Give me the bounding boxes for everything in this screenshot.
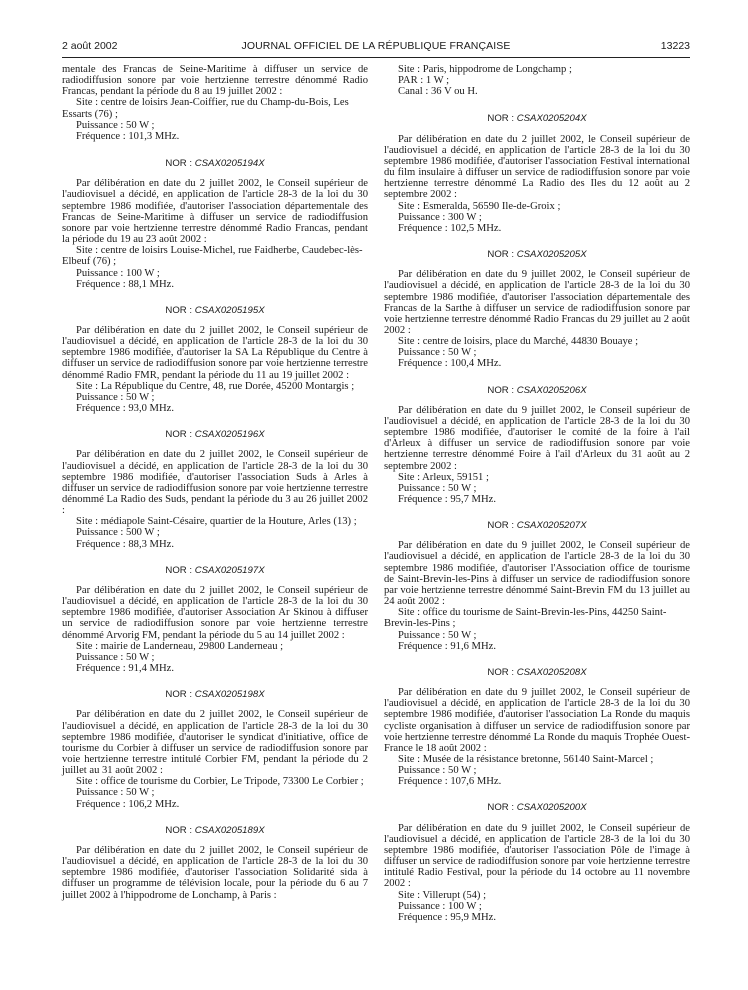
notice-text: Par délibération en date du 2 juillet 2002, le Conseil supérieur de l'audiovisuel a décidé, en application de l'article 28-3 de la loi du 30 septembre 1986 modifiée, d'autoriser Association Ar Skinou à diffuser un service de radiodiffusion sonore par voie hertzienne terrestre dénommé Arvorig FM, pendant la période du 5 au 14 juillet 2002 : — [62, 584, 368, 641]
notice-power: Puissance : 300 W ; — [398, 211, 482, 223]
notice-site: Site : Paris, hippodrome de Longchamp ; — [398, 64, 572, 75]
nor-reference: NOR : CSAX0205204X — [487, 113, 587, 125]
notice-power: Puissance : 50 W ; — [76, 651, 155, 663]
notice-block — [384, 113, 690, 234]
nor-reference: NOR : CSAX0205200X — [487, 802, 587, 814]
notice-par: PAR : 1 W ; — [398, 75, 450, 87]
notice-frequency: Fréquence : 101,3 MHz. — [76, 130, 180, 142]
nor-reference: NOR : CSAX0205205X — [487, 249, 587, 261]
notice-frequency: Fréquence : 100,4 MHz. — [398, 358, 502, 370]
notice-frequency: Fréquence : 102,5 MHz. — [398, 222, 502, 234]
notice-block — [384, 385, 690, 506]
notice-text: Par délibération en date du 9 juillet 2002, le Conseil supérieur de l'audiovisuel a décidé, en application de l'article 28-3 de la loi du 30 septembre 1986 modifiée, d'autoriser l'Association office de tourisme de Saint-Brevin-les-Pins à diffuser un service de radiodiffusion sonore par voie hertzienne terrestre dénommé Saint-Brevin FM du 13 juillet au 24 août 2002 : — [384, 540, 690, 608]
notice-block — [384, 667, 690, 788]
notice-block — [62, 305, 368, 414]
notice-site: Site : mairie de Landerneau, 29800 Landerneau ; — [76, 640, 284, 652]
header-date: 2 août 2002 — [62, 40, 118, 52]
notice-power: Puissance : 50 W ; — [76, 119, 155, 131]
nor-reference: NOR : CSAX0205197X — [165, 564, 265, 576]
notice-frequency: Fréquence : 95,9 MHz. — [398, 911, 496, 923]
notice-block — [62, 158, 368, 290]
notice-frequency: Fréquence : 106,2 MHz. — [76, 798, 180, 810]
notice-site: Site : centre de loisirs, place du Marché, 44830 Bouaye ; — [398, 336, 639, 348]
notice-power: Puissance : 50 W ; — [398, 482, 477, 494]
notice-power: Puissance : 100 W ; — [398, 900, 482, 912]
notice-power: Puissance : 50 W ; — [398, 765, 477, 777]
journal-title: JOURNAL OFFICIEL DE LA RÉPUBLIQUE FRANÇAISE — [241, 40, 511, 52]
notice-frequency: Fréquence : 88,1 MHz. — [76, 278, 174, 290]
notice-frequency: Fréquence : 91,4 MHz. — [76, 663, 174, 675]
notice-text: Par délibération en date du 9 juillet 2002, le Conseil supérieur de l'audiovisuel a décidé, en application de l'article 28-3 de la loi du 30 septembre 1986 modifiée, d'autoriser l'association départementale des Francas de la Sarthe à diffuser un service de radiodiffusion sonore par voie hertzienne terrestre dénommé Radio Francas du 29 juillet au 2 août 2002 : — [384, 269, 690, 336]
notice-text: Par délibération en date du 2 juillet 2002, le Conseil supérieur de l'audiovisuel a décidé, en application de l'article 28-3 de la loi du 30 septembre 1986 modifiée, d'autoriser l'association départementale des Francas de Seine-Maritime à diffuser un service de radiodiffusion sonore par voie hertzienne terrestre dénommé Radio Francas, pendant la période du 19 au 23 août 2002 : — [62, 178, 368, 246]
left-column — [62, 64, 368, 901]
notice-site: Site : médiapole Saint-Césaire, quartier de la Houture, Arles (13) ; — [76, 516, 357, 528]
notice-site: Site : La République du Centre, 48, rue Dorée, 45200 Montargis ; — [76, 380, 355, 392]
notice-power: Puissance : 50 W ; — [76, 787, 155, 799]
page-header — [62, 40, 690, 54]
notice-text: Par délibération en date du 9 juillet 2002, le Conseil supérieur de l'audiovisuel a décidé, en application de l'article 28-3 de la loi du 30 septembre 1986 modifiée, d'autoriser l'association La Ronde du maquis cycliste organisation à diffuser un service de radiodiffusion sonore par voie hertzienne terrestre dénommé La Ronde du maquis Trophée Ouest-France le 18 août 2002 : — [384, 687, 690, 754]
notice-frequency: Fréquence : 93,0 MHz. — [76, 403, 174, 415]
notice-block — [62, 429, 368, 550]
notice-block — [62, 565, 368, 674]
notice-block — [62, 689, 368, 810]
notice-block — [384, 802, 690, 923]
nor-reference: NOR : CSAX0205194X — [165, 158, 265, 170]
nor-reference: NOR : CSAX0205206X — [487, 384, 587, 396]
notice-power: Puissance : 50 W ; — [76, 391, 155, 403]
notice-text: Par délibération en date du 2 juillet 2002, le Conseil supérieur de l'audiovisuel a décidé, en application de l'article 28-3 de la loi du 30 septembre 1986 modifiée, d'autoriser la SA La République du Centre à diffuser un service de radiodiffusion sonore par voie hertzienne terrestre dénommé Radio FMR, pendant la période du 11 au 19 juillet 2002 : — [62, 324, 368, 381]
notice-block — [62, 64, 368, 142]
header-rule — [62, 57, 690, 58]
notice-frequency: Fréquence : 95,7 MHz. — [398, 494, 496, 505]
notice-text: Par délibération en date du 2 juillet 2002, le Conseil supérieur de l'audiovisuel a décidé, en application de l'article 28-3 de la loi du 30 septembre 1986 modifiée, d'autoriser le syndicat d'initiative, office de tourisme du Corbier à diffuser un service de radiodiffusion sonore par voie hertzienne terrestre intitulé Corbier FM, pendant la période du 2 juillet au 31 août 2002 : — [62, 709, 368, 777]
notice-power: Puissance : 500 W ; — [76, 527, 160, 539]
nor-reference: NOR : CSAX0205189X — [165, 824, 265, 836]
notice-block — [384, 520, 690, 652]
notice-frequency: Fréquence : 88,3 MHz. — [76, 538, 174, 550]
notice-site: Site : Musée de la résistance bretonne, 56140 Saint-Marcel ; — [398, 753, 654, 765]
notice-text: Par délibération en date du 2 juillet 2002, le Conseil supérieur de l'audiovisuel a décidé, en application de l'article 28-3 de la loi du 30 septembre 1986 modifiée, d'autoriser l'association Solidarité sida à diffuser un programme de télévision locale, pour la période du 6 au 7 juillet 2002 à l'hippodrome de Lonchamp, à Paris : — [62, 844, 368, 901]
notice-text: Par délibération en date du 2 juillet 2002, le Conseil supérieur de l'audiovisuel a décidé, en application de l'article 28-3 de la loi du 30 septembre 1986 modifiée, d'autoriser l'association Festival international du film insulaire à diffuser un service de radiodiffusion sonore par voie hertzienne terrestre dénommé La Radio des Iles du 12 août au 2 septembre 2002 : — [384, 133, 690, 201]
notice-site: Site : Esmeralda, 56590 Ile-de-Groix ; — [398, 200, 561, 212]
notice-block — [384, 64, 690, 97]
notice-block — [62, 825, 368, 901]
nor-reference: NOR : CSAX0205207X — [487, 520, 587, 532]
notice-site: Site : centre de loisirs Jean-Coiffier, rue du Champ-du-Bois, Les Essarts (76) ; — [62, 97, 349, 120]
notice-power: Puissance : 50 W ; — [398, 629, 477, 641]
notice-power: Puissance : 50 W ; — [398, 347, 477, 359]
notice-text: mentale des Francas de Seine-Maritime à diffuser un service de radiodiffusion sonore par voie hertzienne terrestre dénommé Radio Francas, pendant la période du 8 au 19 juillet 2002 : — [62, 64, 368, 98]
nor-reference: NOR : CSAX0205208X — [487, 666, 587, 678]
notice-power: Puissance : 100 W ; — [76, 267, 160, 279]
page-number: 13223 — [660, 40, 690, 52]
nor-reference: NOR : CSAX0205195X — [165, 304, 265, 316]
right-column — [384, 64, 690, 923]
notice-channel: Canal : 36 V ou H. — [398, 86, 478, 98]
notice-site: Site : Villerupt (54) ; — [398, 889, 487, 901]
nor-reference: NOR : CSAX0205196X — [165, 429, 265, 441]
notice-text: Par délibération en date du 9 juillet 2002, le Conseil supérieur de l'audiovisuel a décidé, en application de l'article 28-3 de la loi du 30 septembre 1986 modifiée, d'autoriser l'association Pôle de l'image à diffuser un service de radiodiffusion sonore par voie hertzienne terrestre intitulé Radio Festival, pour la période du 14 octobre au 11 novembre 2002 : — [384, 822, 690, 890]
notice-site: Site : office de tourisme du Corbier, Le Tripode, 73300 Le Corbier ; — [76, 776, 364, 788]
notice-frequency: Fréquence : 91,6 MHz. — [398, 640, 496, 652]
notice-site: Site : Arleux, 59151 ; — [398, 471, 489, 483]
nor-reference: NOR : CSAX0205198X — [165, 689, 265, 701]
notice-text: Par délibération en date du 9 juillet 2002, le Conseil supérieur de l'audiovisuel a décidé, en application de l'article 28-3 de la loi du 30 septembre 1986 modifiée, d'autoriser le comité de la foire à l'ail d'Arleux à diffuser un service de radiodiffusion sonore par voie hertzienne terrestre dénommé Foire à l'ail d'Arleux du 31 août au 2 septembre 2002 : — [384, 404, 690, 472]
notice-site: Site : centre de loisirs Louise-Michel, rue Faidherbe, Caudebec-lès-Elbeuf (76) ; — [62, 245, 363, 268]
notice-block — [384, 249, 690, 370]
notice-frequency: Fréquence : 107,6 MHz. — [398, 776, 502, 788]
notice-site: Site : office du tourisme de Saint-Brevin-les-Pins, 44250 Saint-Brevin-les-Pins ; — [384, 607, 667, 630]
notice-text: Par délibération en date du 2 juillet 2002, le Conseil supérieur de l'audiovisuel a décidé, en application de l'article 28-3 de la loi du 30 septembre 1986 modifiée, d'autoriser l'association Suds à Arles à diffuser un service de radiodiffusion sonore par voie hertzienne terrestre dénommé La Radio des Suds, pendant la période du 3 au 26 juillet 2002 : — [62, 449, 368, 517]
